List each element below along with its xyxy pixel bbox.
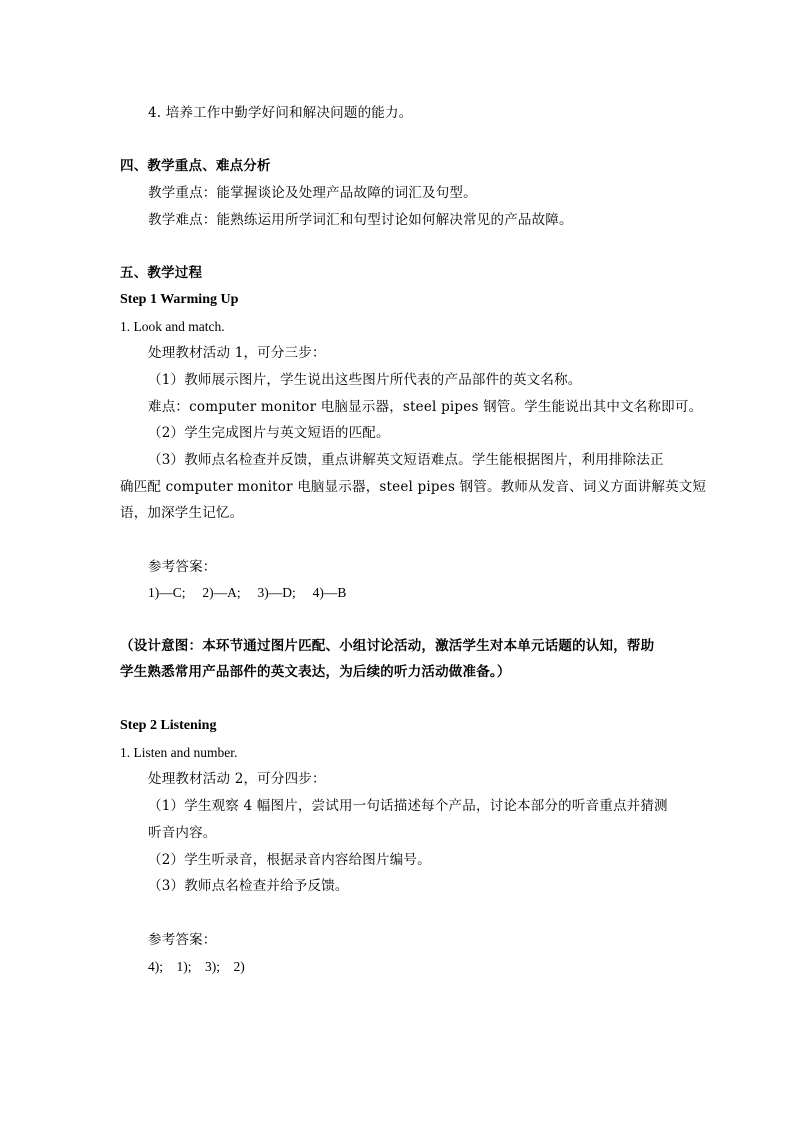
step2-substep-1-line-2: 听音内容。 bbox=[148, 825, 217, 841]
step2-answers: 4); 1); 3); 2) bbox=[148, 959, 245, 974]
step1-task: 1. Look and match. bbox=[120, 319, 225, 334]
step2-substep-1-line-1: （1）学生观察 4 幅图片，尝试用一句话描述每个产品，讨论本部分的听音重点并猜测 bbox=[148, 798, 668, 814]
step1-answers: 1)—C; 2)—A; 3)—D; 4)—B bbox=[148, 585, 347, 600]
step2-substep-2: （2）学生听录音，根据录音内容给图片编号。 bbox=[148, 852, 431, 868]
step1-substep-2: （2）学生完成图片与英文短语的匹配。 bbox=[148, 425, 390, 441]
step2-intro: 处理教材活动 2，可分四步： bbox=[148, 771, 326, 787]
step1-intro: 处理教材活动 1，可分三步： bbox=[148, 345, 326, 361]
step1-substep-3-line-3: 语，加深学生记忆。 bbox=[120, 505, 244, 521]
step1-substep-1: （1）教师展示图片，学生说出这些图片所代表的产品部件的英文名称。 bbox=[148, 372, 582, 388]
difficult-point: 教学难点：能熟练运用所学词汇和句型讨论如何解决常见的产品故障。 bbox=[148, 212, 573, 228]
section-4-title: 四、教学重点、难点分析 bbox=[120, 158, 271, 174]
step2-title: Step 2 Listening bbox=[120, 718, 217, 733]
step1-answer-label: 参考答案： bbox=[148, 559, 217, 575]
step2-substep-3: （3）教师点名检查并给予反馈。 bbox=[148, 878, 349, 894]
step1-title: Step 1 Warming Up bbox=[120, 292, 239, 307]
step1-substep-3-line-2: 确匹配 computer monitor 电脑显示器，steel pipes 钢管。教师从发音、词义方面讲解英文短 bbox=[120, 479, 707, 495]
key-point: 教学重点：能掌握谈论及处理产品故障的词汇及句型。 bbox=[148, 185, 477, 201]
section-5-title: 五、教学过程 bbox=[120, 265, 203, 281]
design-intent-line-2: 学生熟悉常用产品部件的英文表达，为后续的听力活动做准备。） bbox=[120, 664, 511, 680]
step2-answer-label: 参考答案： bbox=[148, 932, 217, 948]
objective-item-4: 4. 培养工作中勤学好问和解决问题的能力。 bbox=[148, 105, 413, 121]
step2-task: 1. Listen and number. bbox=[120, 745, 238, 760]
step1-difficulty: 难点：computer monitor 电脑显示器，steel pipes 钢管。学生能说出其中文名称即可。 bbox=[148, 399, 703, 415]
design-intent-line-1: （设计意图：本环节通过图片匹配、小组讨论活动，激活学生对本单元话题的认知，帮助 bbox=[120, 638, 655, 654]
step1-substep-3-line-1: （3）教师点名检查并反馈，重点讲解英文短语难点。学生能根据图片，利用排除法正 bbox=[148, 452, 664, 468]
